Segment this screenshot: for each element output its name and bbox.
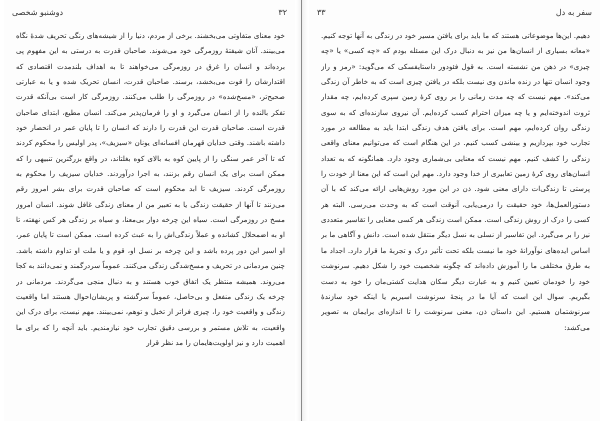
right-page-paragraph: دهیم. این‌ها موضوعاتی هستند که ما باید برای یافتن مسیر خود در زندگی به آنها توجه کنیم. «معانه بسیاری از انسان‌ها من نیز به دنبال درک این مسئله بودم که «چه کسی» یا «چه چیزی» در ذهن من نشسته است. به قول فئودور داستایفسکی که می‌گوید: «رمز و راز وجود انسان تنها در زنده ماندن وی نیست بلکه در یافتن چیزی است که به خاطر آن زندگی می‌کند». مهم نیست که چه مدت زمانی را بر روی کرهٔ زمین سپری کرده‌ایم، چه مقدار ثروت اندوخته‌ایم و یا چه میزان احترام کسب کرده‌ایم. آن نیروی سازنده‌ای که به سوی زندگی روان کرده‌ایم، مهم است. برای یافتن هدف زندگی ابتدا باید به مطالعه در مورد تجارب خود بپردازیم و بینشی کسب کنیم. در این هنگام است که می‌توانیم معنای واقعی زندگی را کشف کنیم. مهم نیست که معنایی بی‌شماری وجود دارد. همانگونه که به تعداد انسان‌های روی کرهٔ زمین تعابیری از خدا وجود دارد. مهم این است که این معنا از خودت را پرستی تا زندگی‌ات دارای معنی شود. ذن در این مورد روش‌هایی ارائه می‌کند که با آن دستورالعمل‌ها، خود حقیقت را درمی‌یابی، آنوقت است که به وحدت می‌رسی. البته هر کسی را درک از روش زندگی است. ممکن است زندگی هر کسی معنایی را تقاسیر متعددی نیز را بر می‌گیرد. این تفاسیر از نسلی به نسل دیگر منتقل شده است. دانش و آگاهی ما بر اساس ایده‌های نوآورانهٔ خود ما نیست بلکه تحت تأثیر درک و تجربهٔ ما قرار دارد. اجداد ما به طرق مختلفی ما را آموزش داده‌اند که چگونه شخصیت خود را شکل دهیم. سرنوشت خود را خودمان تعیین کنیم و به عبارت دیگر سکان هدایت کشتی‌مان را خود به دست بگیریم. سوال این است که آیا ما در پنجهٔ سرنوشت اسیریم یا اینکه خود سازندهٔ سرنوشتمان هستیم. این داستان ذن، معنی سرنوشت را تا اندازه‌ای برایمان به تصویر می‌کشد: (321, 31, 590, 332)
left-page-header (12, 7, 287, 19)
left-page-body (16, 28, 285, 421)
right-page (309, 0, 600, 421)
left-page (4, 0, 295, 421)
right-page-header (317, 7, 592, 19)
left-page-paragraph: خود معنای متفاوتی می‌بخشند. برخی از مردم، دنیا را از شیشه‌های رنگی تحریف شدهٔ نگاه می‌بینند. آنان شیفتهٔ روزمرگی خود می‌شوند. صاحبان قدرت به درستی به این مفهوم پی برده‌اند و انسان را غرق در روزمرگی می‌خواهند تا به اهداف بلندمدت اقتصادی که اقتدارشان را قوت می‌بخشد، برسند. صاحبان قدرت، انسان تحریک شده و یا به عبارتی صحیح‌تر، «مسخ‌شده» در روزمرگی را طلب می‌کنند. روزمرگی کار است بی‌آنکه قدرت تفکر بالنده را از انسان می‌گیرد و او را فرمان‌پذیر می‌کند. انسان مطیع، ابتدای صاحبان قدرت است. صاحبان قدرت این قدرت را دارند که انسان را تا پایان عمر در انحصار خود داشته باشند. وقتی خدایان قهرمان افسانه‌ای یونان «سیزیف»، پدر اولیس را محکوم کردند که تا آخر عمر سنگی را از پایین کوه به بالای کوه بغلتاند، در واقع بزرگترین تنبیهی را که ممکن است برای یک انسان رقم بزنند، به اجرا درآوردند. خدایان سیزیف را محکوم به روزمرگی کردند. سیزیف تا ابد محکوم است که صاحبان قدرت برای بشر امروز رقم می‌زنند تا آنها از حقیقت زندگی یا به تعبیر من از معنای زندگی غافل شوند. انسان امروز مسخ در روزمرگی است. سیاه این چرخه دوار بی‌معنا، و سیاه بر زندگی هر کس نهفته، تا او به اضمحلال کشانده و عملاً زندگی‌اش را به عبث کرده است. ممکن است تا پایان عمر، او اسیر این دور پرده باشد و این چرخه بر نسل او، قوم و یا ملت او تداوم داشته باشد. چنین مردمانی در تحریف و مسخ‌شدگی زندگی می‌کنند. عموماً سردرگمند و نمی‌دانند به کجا می‌روند. همیشه منتظر یک اتفاق خوب هستند و به دنبال منجی می‌گردند. مردمانی در چرخه یک زندگی منفعل و بی‌حاصل، عموماً سرگشته و پریشان‌احوال هستند اما واقعیت زندگی و واقعیت خود را، چیزی فراتر از تخیل و توهم، نمی‌بینند. مهم نیست، برای درک این واقعیت، به تلاش مستمر و بررسی دقیق تجارب خود نیازمندیم. باید آنچه را که برای ما اهمیت دارد و نیز اولویت‌هایمان را مد نظر قرار (16, 31, 285, 347)
right-page-body (321, 28, 590, 421)
page-gutter (301, 0, 302, 421)
right-running-title: سفر به دل (555, 8, 592, 17)
left-running-title: دوشنبو شخصی (12, 8, 64, 17)
left-page-number: ۳۲ (278, 8, 287, 17)
gutter-shadow (296, 0, 308, 421)
right-page-number: ۳۳ (317, 8, 326, 17)
